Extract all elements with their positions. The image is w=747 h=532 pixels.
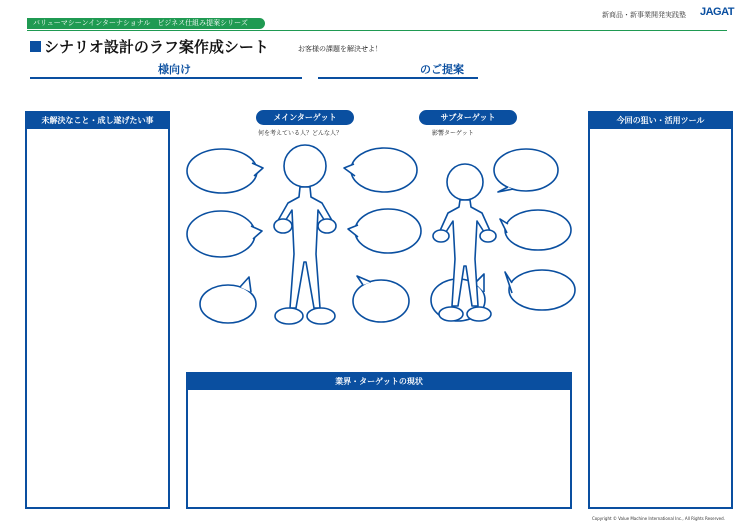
series-banner: バリューマシーンインターナショナル ビジネス仕組み提案シリーズ bbox=[27, 18, 265, 29]
speech-bubble-main-1[interactable] bbox=[187, 149, 263, 193]
speech-bubble-main-6[interactable] bbox=[353, 276, 409, 322]
copyright-footer: Copyright © Value Machine International Inc., All Rights Reserved. bbox=[592, 516, 725, 521]
page-title-text: シナリオ設計のラフ案作成シート bbox=[44, 38, 269, 56]
speech-bubble-main-5[interactable] bbox=[348, 209, 421, 253]
speech-bubble-sub-3[interactable] bbox=[505, 270, 575, 310]
proposal-field-label: のご提案 bbox=[420, 63, 464, 76]
page-subtitle: お客様の課題を解決せよ！ bbox=[298, 45, 382, 53]
main-target-figure bbox=[274, 145, 336, 324]
brand-logo: JAGAT bbox=[700, 6, 734, 18]
aims-tools-heading: 今回の狙い・活用ツール bbox=[590, 113, 731, 129]
main-target-pill: メインターゲット bbox=[256, 110, 354, 125]
sub-target-pill: サブターゲット bbox=[419, 110, 517, 125]
client-field-label: 様向け bbox=[158, 63, 191, 76]
speech-bubble-main-2[interactable] bbox=[187, 211, 262, 257]
main-target-caption: 何を考えている人？どんな人？ bbox=[258, 130, 343, 137]
unresolved-issues-heading: 未解決なこと・成し遂げたい事 bbox=[27, 113, 168, 129]
speech-bubble-main-4[interactable] bbox=[344, 148, 417, 192]
workshop-label: 新商品・新事業開発実践塾 bbox=[602, 11, 686, 19]
sub-target-caption: 影響ターゲット bbox=[432, 130, 474, 137]
speech-bubble-sub-2[interactable] bbox=[500, 210, 571, 250]
industry-status-heading: 業界・ターゲットの現状 bbox=[188, 374, 570, 390]
speech-bubble-main-3[interactable] bbox=[200, 277, 256, 323]
speech-bubble-sub-1[interactable] bbox=[494, 149, 558, 192]
